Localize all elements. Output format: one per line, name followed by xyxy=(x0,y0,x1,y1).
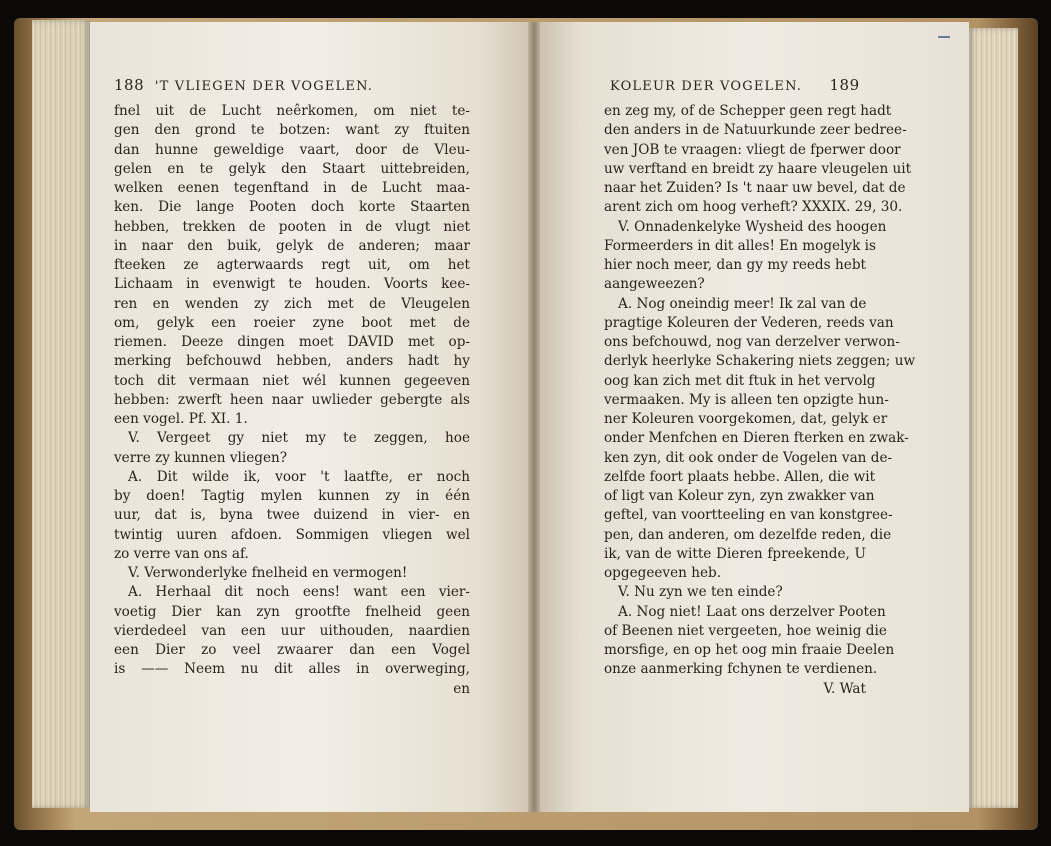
left-head-title: 'T VLIEGEN DER VOGELEN. xyxy=(154,79,374,94)
left-text-line: toch dit vermaan niet wél kunnen gegeeven xyxy=(114,372,470,389)
left-text-line: dan hunne geweldige vaart, door de Vleu- xyxy=(114,141,470,158)
right-text-line: uw verftand en breidt zy haare vleugelen uit xyxy=(604,160,912,177)
right-page-text xyxy=(604,102,916,699)
left-text-line: Lichaam in evenwigt te houden. Voorts kee- xyxy=(114,276,470,293)
right-text-line: morsfige, en op het oog min fraaie Deelen xyxy=(604,642,895,658)
right-text-line: of Beenen niet vergeeten, hoe weinig die xyxy=(604,622,887,639)
left-text-line: gen den grond te botzen: want zy ftuiten xyxy=(114,122,470,139)
right-head-title: KOLEUR DER VOGELEN. xyxy=(610,79,803,94)
right-text-line: Formeerders in dit alles! En mogelyk is xyxy=(604,237,876,254)
right-text-line: ken zyn, dit ook onder de Vogelen van de- xyxy=(604,449,893,466)
right-text-line: hier noch meer, dan gy my reeds hebt xyxy=(604,257,866,273)
right-text-line: ons befchouwd, nog van derzelver verwon- xyxy=(604,334,900,350)
right-page-number: 189 xyxy=(829,76,860,94)
right-page-edges xyxy=(968,28,1018,808)
left-text-line: een vogel. Pf. XI. 1. xyxy=(114,411,248,427)
left-text-line: is —— Neem nu dit alles in overweging, xyxy=(114,661,470,678)
right-text-line: den anders in de Natuurkunde zeer bedree- xyxy=(604,122,907,139)
left-page-text xyxy=(114,102,470,699)
left-text-line: fnel uit de Lucht neêrkomen, om niet te- xyxy=(114,103,470,119)
right-text-line: vermaaken. My is alleen ten opzigte hun- xyxy=(604,391,889,408)
left-text-line: V. Verwonderlyke fnelheid en vermogen! xyxy=(128,565,408,581)
left-text-line: A. Dit wilde ik, voor 't laatfte, er noch xyxy=(128,468,470,485)
left-text-line: ken. Die lange Pooten doch korte Staarten xyxy=(114,199,470,216)
left-text-line: fteeken ze agterwaards regt uit, om het xyxy=(114,257,470,273)
left-text-line: twintig uuren afdoen. Sommigen vliegen wel xyxy=(114,526,470,543)
right-text-line: A. Nog oneindig meer! Ik zal van de xyxy=(618,295,867,312)
right-text-line: aangeweezen? xyxy=(604,276,705,293)
left-running-head xyxy=(114,76,434,94)
right-text-line: oog kan zich met dit ftuk in het vervolg xyxy=(604,372,876,389)
left-text-line: zo verre van ons af. xyxy=(114,545,249,562)
left-text-line: uur, dat is, byna twee duizend in vier- en xyxy=(114,507,470,524)
left-text-line: hebben, trekken de pooten in de vlugt niet xyxy=(114,218,470,235)
left-text-line: in naar den buik, gelyk de anderen; maar xyxy=(114,237,470,254)
left-text-line: welken eenen tegenftand in de Lucht maa- xyxy=(114,180,470,196)
right-text-line: V. Nu zyn we ten einde? xyxy=(618,584,783,601)
right-text-line: geftel, van voortteeling en van konstgree- xyxy=(604,507,893,524)
right-text-line: arent zich om hoog verheft? XXXIX. 29, 30. xyxy=(604,199,903,216)
left-text-line: by doen! Tagtig mylen kunnen zy in één xyxy=(114,488,470,504)
right-text-line: naar het Zuiden? Is 't naar uw bevel, dat de xyxy=(604,180,906,196)
left-text-line: gelen en te gelyk den Staart uittebreiden, xyxy=(114,160,470,177)
left-text-line: en xyxy=(453,680,470,697)
right-text-line: pen, dan anderen, om dezelfde reden, die xyxy=(604,526,892,543)
left-text-line: merking befchouwd hebben, anders hadt hy xyxy=(114,353,470,370)
left-text-line: hebben: zwerft heen naar uwlieder gebergte als xyxy=(114,391,470,408)
right-text-line: ven JOB te vraagen: vliegt de fperwer door xyxy=(604,141,901,158)
right-text-line: ner Koleuren voorgekomen, dat, gelyk er xyxy=(604,411,888,427)
left-text-line: A. Herhaal dit noch eens! want een vier- xyxy=(128,584,470,601)
right-text-line: of ligt van Koleur zyn, zyn zwakker van xyxy=(604,488,875,504)
left-text-line: voetig Dier kan zyn grootfte fnelheid geen xyxy=(114,603,470,620)
right-text-line: derlyk heerlyke Schakering niets zeggen; uw xyxy=(604,353,916,370)
right-text-line: zelfde foort plaats hebbe. Allen, die wit xyxy=(604,468,876,485)
left-text-line: om, gelyk een roeier zyne boot met de xyxy=(114,314,470,331)
left-text-line: een Dier zo veel zwaarer dan een Vogel xyxy=(114,642,470,658)
left-page-number: 188 xyxy=(114,76,145,94)
left-text-line: vierdedeel van een uur uithouden, naardien xyxy=(114,622,470,639)
right-running-head xyxy=(610,76,864,94)
right-text-line: A. Nog niet! Laat ons derzelver Pooten xyxy=(618,603,886,620)
left-text-line: V. Vergeet gy niet my te zeggen, hoe xyxy=(128,430,470,447)
right-text-line: V. Wat xyxy=(823,680,866,697)
left-text-line: verre zy kunnen vliegen? xyxy=(114,449,288,466)
left-text-line: riemen. Deeze dingen moet DAVID met op- xyxy=(114,334,470,350)
right-text-line: V. Onnadenkelyke Wysheid des hoogen xyxy=(618,218,887,235)
right-text-line: ik, van de witte Dieren fpreekende, U xyxy=(604,545,866,562)
bookmark-strip xyxy=(938,36,950,38)
right-text-line: onze aanmerking fchynen te verdienen. xyxy=(604,661,878,678)
left-page-edges xyxy=(32,20,90,808)
right-text-line: pragtige Koleuren der Vederen, reeds van xyxy=(604,314,894,331)
book-gutter xyxy=(528,22,540,812)
right-text-line: onder Menfchen en Dieren fterken en zwak- xyxy=(604,430,909,447)
left-text-line: ren en wenden zy zich met de Vleugelen xyxy=(114,295,470,312)
right-text-line: en zeg my, of de Schepper geen regt hadt xyxy=(604,103,892,119)
right-text-line: opgegeeven heb. xyxy=(604,565,722,581)
